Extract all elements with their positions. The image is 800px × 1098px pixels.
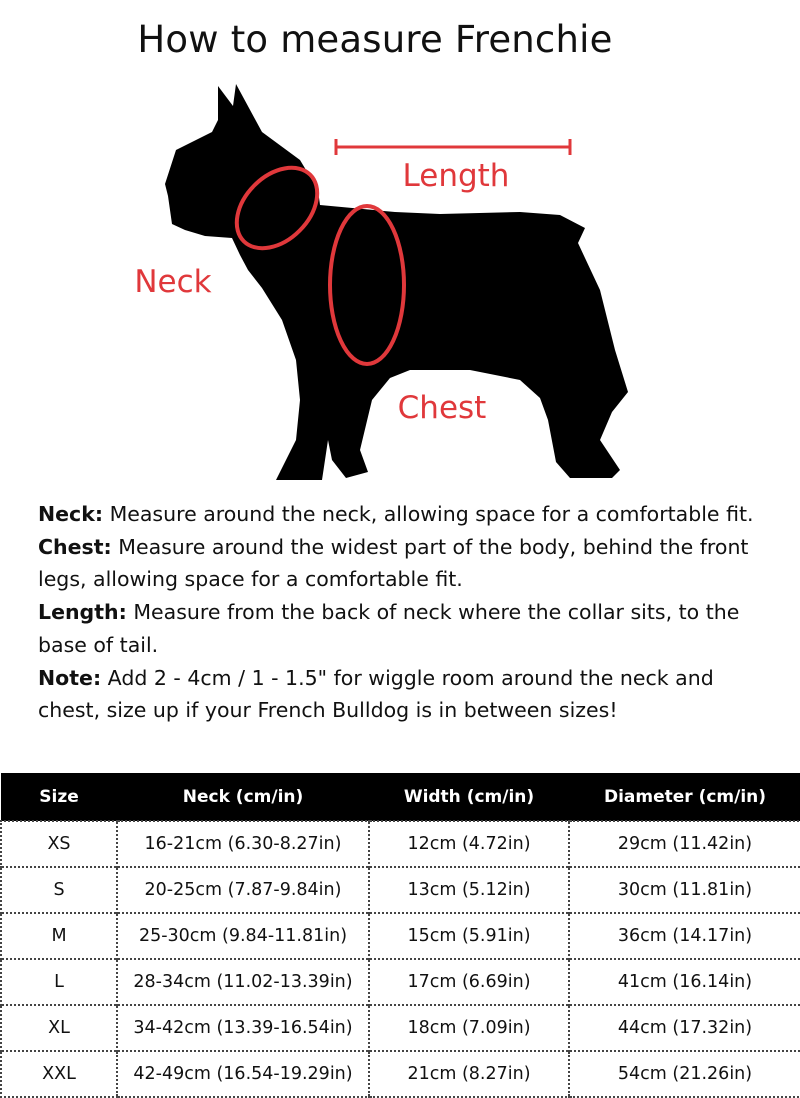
length-indicator xyxy=(336,139,570,155)
header-size: Size xyxy=(1,773,117,821)
cell-width: 15cm (5.91in) xyxy=(369,913,569,959)
table-row xyxy=(1,1051,800,1097)
table-row xyxy=(1,1005,800,1051)
cell-width: 18cm (7.09in) xyxy=(369,1005,569,1051)
cell-width: 12cm (4.72in) xyxy=(369,821,569,867)
cell-diameter: 44cm (17.32in) xyxy=(569,1005,800,1051)
cell-neck: 28-34cm (11.02-13.39in) xyxy=(117,959,369,1005)
cell-diameter: 41cm (16.14in) xyxy=(569,959,800,1005)
instruction-neck xyxy=(38,498,778,531)
instruction-text: Measure from the back of neck where the collar sits, to the base of tail. xyxy=(38,600,740,657)
chest-label: Chest xyxy=(397,390,487,426)
cell-diameter: 36cm (14.17in) xyxy=(569,913,800,959)
cell-neck: 16-21cm (6.30-8.27in) xyxy=(117,821,369,867)
instruction-chest xyxy=(38,531,778,596)
dog-measurement-diagram xyxy=(0,70,800,490)
instruction-term: Note: xyxy=(38,665,102,690)
instruction-term: Length: xyxy=(38,600,127,625)
page-title: How to measure Frenchie xyxy=(137,18,613,61)
cell-size: XXL xyxy=(1,1051,117,1097)
neck-label: Neck xyxy=(134,264,212,300)
table-header-row xyxy=(1,773,800,821)
cell-diameter: 54cm (21.26in) xyxy=(569,1051,800,1097)
cell-neck: 34-42cm (13.39-16.54in) xyxy=(117,1005,369,1051)
cell-size: XL xyxy=(1,1005,117,1051)
table-row xyxy=(1,867,800,913)
cell-width: 21cm (8.27in) xyxy=(369,1051,569,1097)
instruction-note xyxy=(38,662,778,727)
instruction-term: Neck: xyxy=(38,502,104,526)
table-row xyxy=(1,913,800,959)
header-width: Width (cm/in) xyxy=(369,773,569,821)
table-row xyxy=(1,821,800,867)
cell-neck: 25-30cm (9.84-11.81in) xyxy=(117,913,369,959)
size-chart xyxy=(0,773,800,1098)
cell-diameter: 30cm (11.81in) xyxy=(569,867,800,913)
cell-size: S xyxy=(1,867,117,913)
instruction-text: Measure around the neck, allowing space for a comfortable fit. xyxy=(103,502,754,526)
table-row xyxy=(1,959,800,1005)
cell-width: 13cm (5.12in) xyxy=(369,867,569,913)
cell-neck: 20-25cm (7.87-9.84in) xyxy=(117,867,369,913)
cell-diameter: 29cm (11.42in) xyxy=(569,821,800,867)
cell-size: M xyxy=(1,913,117,959)
cell-size: XS xyxy=(1,821,117,867)
instruction-length xyxy=(38,596,778,661)
instruction-text: Measure around the widest part of the body, behind the front legs, allowing space for a comfortable fit. xyxy=(38,534,749,592)
cell-size: L xyxy=(1,959,117,1005)
header-diameter: Diameter (cm/in) xyxy=(569,773,800,821)
instruction-text: Add 2 - 4cm / 1 - 1.5" for wiggle room around the neck and chest, size up if your French Bulldog is in between sizes! xyxy=(38,665,714,723)
dog-silhouette xyxy=(165,84,628,480)
instruction-term: Chest: xyxy=(38,534,112,559)
size-table xyxy=(0,773,800,1098)
length-label: Length xyxy=(402,158,510,194)
measurement-instructions xyxy=(38,498,778,727)
header-neck: Neck (cm/in) xyxy=(117,773,369,821)
cell-neck: 42-49cm (16.54-19.29in) xyxy=(117,1051,369,1097)
cell-width: 17cm (6.69in) xyxy=(369,959,569,1005)
